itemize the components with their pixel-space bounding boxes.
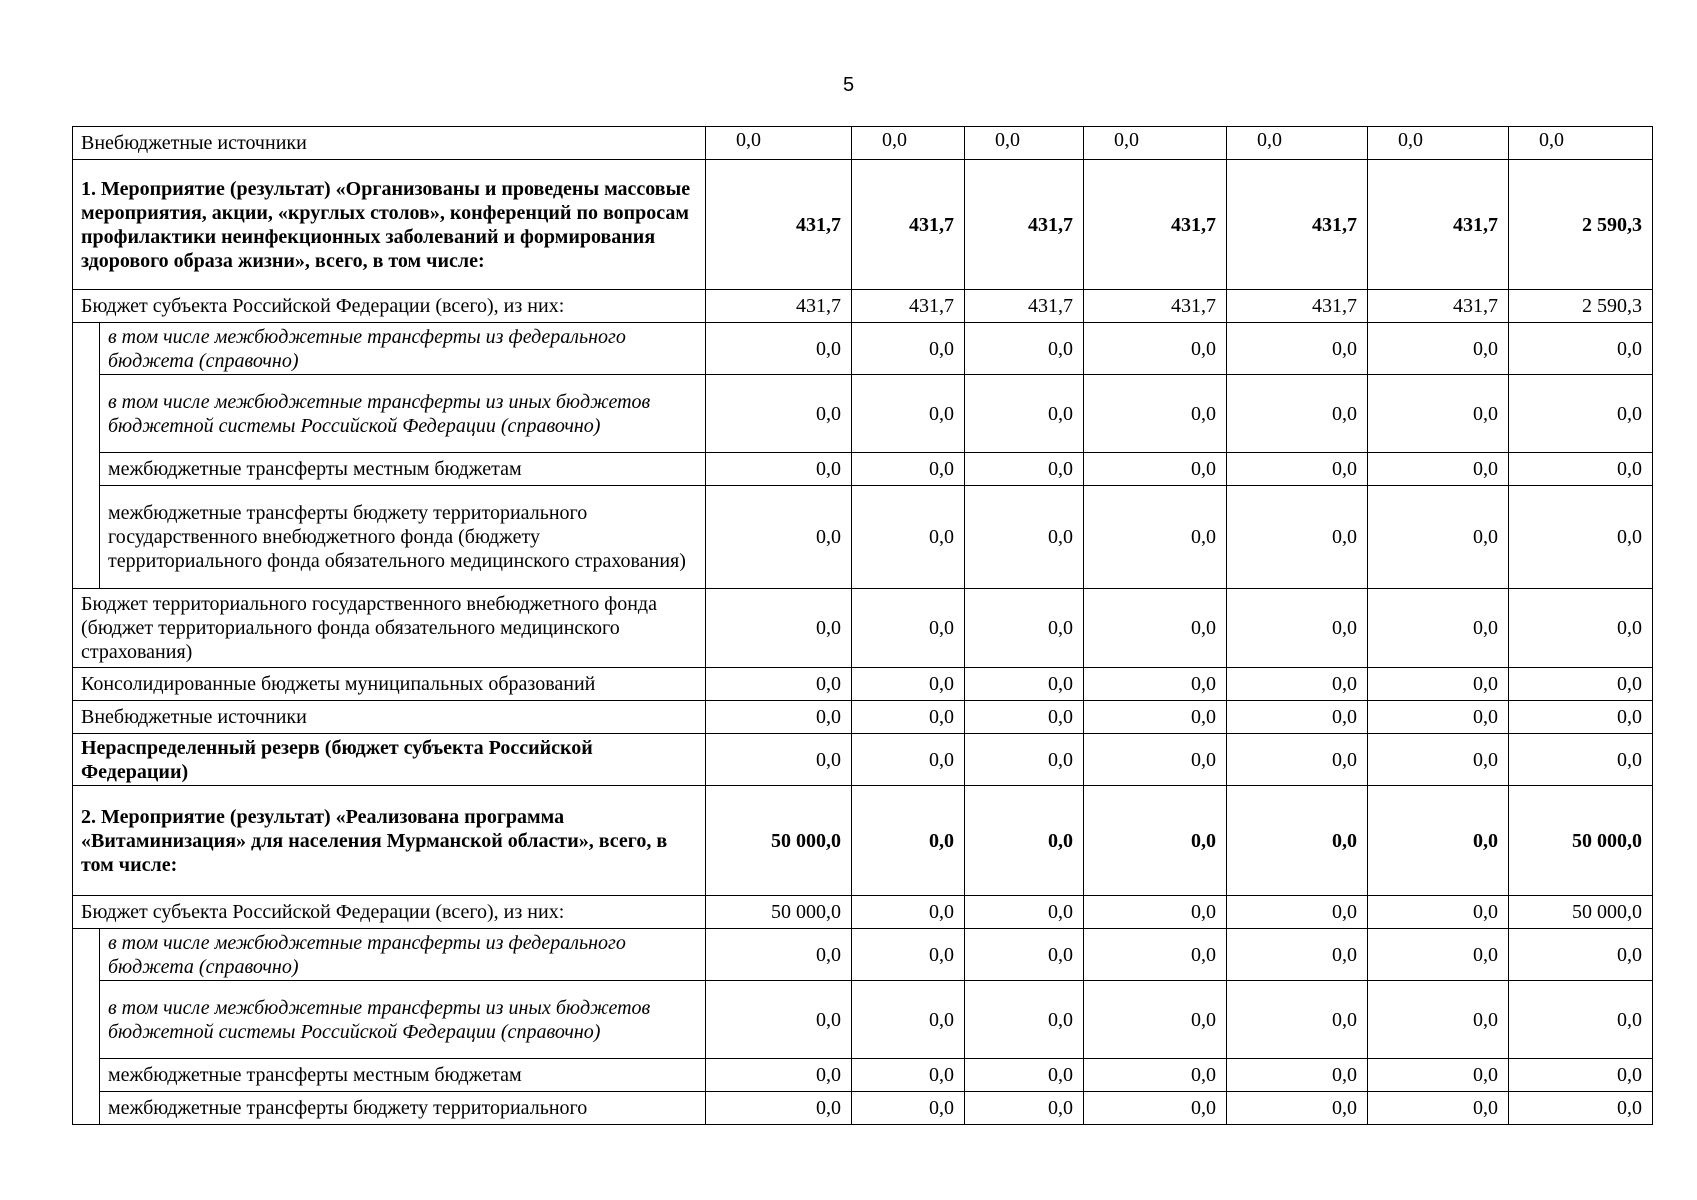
budget-table — [72, 126, 1653, 1125]
value-cell: 0,0 — [706, 1059, 852, 1092]
value-cell: 0,0 — [1368, 734, 1509, 786]
value-cell: 0,0 — [1227, 896, 1368, 929]
table-row — [73, 896, 1653, 929]
value-cell: 50 000,0 — [706, 786, 852, 896]
value-cell: 0,0 — [1509, 375, 1653, 453]
value-cell: 431,7 — [706, 290, 852, 323]
value-cell: 0,0 — [1084, 701, 1227, 734]
value-cell: 0,0 — [1368, 589, 1509, 668]
value-cell: 0,0 — [965, 734, 1084, 786]
table-row — [73, 1059, 1653, 1092]
value-cell: 0,0 — [1509, 127, 1653, 160]
row-label: в том числе межбюджетные трансферты из федерального бюджета (справочно) — [100, 929, 706, 981]
row-label: межбюджетные трансферты бюджету территориального государственного внебюджетного фонда (бюджету территориального фонда обязательного медицинского страхования) — [100, 486, 706, 589]
row-label: Нераспределенный резерв (бюджет субъекта Российской Федерации) — [73, 734, 706, 786]
value-cell: 0,0 — [1368, 981, 1509, 1059]
table-row — [73, 589, 1653, 668]
row-label: 1. Мероприятие (результат) «Организованы и проведены массовые мероприятия, акции, «круглых столов», конференций по вопросам профилактики неинфекционных заболеваний и формирования здорового образа жизни», всего, в том числе: — [73, 160, 706, 290]
value-cell: 0,0 — [706, 701, 852, 734]
value-cell: 0,0 — [1227, 786, 1368, 896]
value-cell: 0,0 — [1084, 786, 1227, 896]
value-cell: 431,7 — [965, 290, 1084, 323]
value-cell: 0,0 — [706, 453, 852, 486]
table-row — [73, 127, 1653, 160]
value-cell: 0,0 — [1509, 486, 1653, 589]
table-row — [73, 701, 1653, 734]
value-cell: 0,0 — [1227, 375, 1368, 453]
value-cell: 0,0 — [1084, 323, 1227, 375]
value-cell: 0,0 — [1227, 981, 1368, 1059]
table-row — [73, 453, 1653, 486]
value-cell: 0,0 — [1084, 668, 1227, 701]
value-cell: 50 000,0 — [1509, 896, 1653, 929]
value-cell: 0,0 — [965, 486, 1084, 589]
value-cell: 0,0 — [1227, 127, 1368, 160]
value-cell: 0,0 — [1227, 1059, 1368, 1092]
value-cell: 0,0 — [1509, 589, 1653, 668]
value-cell: 0,0 — [852, 734, 965, 786]
indent-spacer — [73, 929, 100, 1125]
value-cell: 50 000,0 — [1509, 786, 1653, 896]
value-cell: 0,0 — [852, 375, 965, 453]
row-label: 2. Мероприятие (результат) «Реализована программа «Витаминизация» для населения Мурманской области», всего, в том числе: — [73, 786, 706, 896]
row-label: Внебюджетные источники — [73, 701, 706, 734]
table-row — [73, 786, 1653, 896]
table-row — [73, 668, 1653, 701]
value-cell: 0,0 — [706, 981, 852, 1059]
table-row — [73, 486, 1653, 589]
value-cell: 0,0 — [965, 127, 1084, 160]
value-cell: 0,0 — [1368, 486, 1509, 589]
value-cell: 0,0 — [1368, 127, 1509, 160]
value-cell: 0,0 — [1509, 981, 1653, 1059]
value-cell: 0,0 — [1368, 1059, 1509, 1092]
value-cell: 431,7 — [1368, 290, 1509, 323]
value-cell: 0,0 — [852, 323, 965, 375]
value-cell: 2 590,3 — [1509, 160, 1653, 290]
value-cell: 0,0 — [706, 929, 852, 981]
value-cell: 0,0 — [1227, 486, 1368, 589]
indent-spacer — [73, 323, 100, 589]
row-label: Бюджет субъекта Российской Федерации (всего), из них: — [73, 290, 706, 323]
value-cell: 0,0 — [852, 127, 965, 160]
table-row — [73, 160, 1653, 290]
value-cell: 0,0 — [706, 127, 852, 160]
value-cell: 0,0 — [1509, 701, 1653, 734]
value-cell: 0,0 — [965, 375, 1084, 453]
value-cell: 0,0 — [1509, 1092, 1653, 1125]
value-cell: 0,0 — [1509, 668, 1653, 701]
value-cell: 0,0 — [965, 929, 1084, 981]
value-cell: 0,0 — [1368, 1092, 1509, 1125]
value-cell: 0,0 — [965, 453, 1084, 486]
table-row — [73, 375, 1653, 453]
value-cell: 0,0 — [1084, 127, 1227, 160]
value-cell: 0,0 — [1227, 929, 1368, 981]
table-row — [73, 323, 1653, 375]
value-cell: 0,0 — [1084, 896, 1227, 929]
value-cell: 0,0 — [965, 981, 1084, 1059]
value-cell: 0,0 — [1227, 668, 1368, 701]
value-cell: 431,7 — [1227, 160, 1368, 290]
value-cell: 0,0 — [706, 589, 852, 668]
value-cell: 0,0 — [852, 668, 965, 701]
value-cell: 0,0 — [1084, 981, 1227, 1059]
value-cell: 0,0 — [965, 1059, 1084, 1092]
value-cell: 0,0 — [965, 786, 1084, 896]
row-label: Бюджет территориального государственного внебюджетного фонда (бюджет территориального фонда обязательного медицинского страхования) — [73, 589, 706, 668]
value-cell: 0,0 — [706, 323, 852, 375]
value-cell: 0,0 — [965, 896, 1084, 929]
table-row — [73, 734, 1653, 786]
value-cell: 0,0 — [1084, 734, 1227, 786]
value-cell: 431,7 — [1227, 290, 1368, 323]
value-cell: 0,0 — [1084, 589, 1227, 668]
value-cell: 0,0 — [1368, 375, 1509, 453]
value-cell: 0,0 — [1509, 929, 1653, 981]
value-cell: 0,0 — [1509, 734, 1653, 786]
value-cell: 431,7 — [1084, 160, 1227, 290]
table-row — [73, 290, 1653, 323]
value-cell: 0,0 — [706, 734, 852, 786]
value-cell: 431,7 — [1084, 290, 1227, 323]
value-cell: 0,0 — [1368, 668, 1509, 701]
value-cell: 0,0 — [1368, 453, 1509, 486]
row-label: межбюджетные трансферты местным бюджетам — [100, 453, 706, 486]
row-label: в том числе межбюджетные трансферты из федерального бюджета (справочно) — [100, 323, 706, 375]
value-cell: 0,0 — [1368, 701, 1509, 734]
table-row — [73, 981, 1653, 1059]
value-cell: 0,0 — [852, 486, 965, 589]
row-label: в том числе межбюджетные трансферты из иных бюджетов бюджетной системы Российской Федерации (справочно) — [100, 375, 706, 453]
value-cell: 0,0 — [1227, 734, 1368, 786]
value-cell: 0,0 — [706, 375, 852, 453]
value-cell: 0,0 — [1084, 1092, 1227, 1125]
row-label: Бюджет субъекта Российской Федерации (всего), из них: — [73, 896, 706, 929]
budget-table-body — [73, 127, 1653, 1125]
value-cell: 0,0 — [1084, 1059, 1227, 1092]
row-label: межбюджетные трансферты местным бюджетам — [100, 1059, 706, 1092]
value-cell: 0,0 — [1227, 1092, 1368, 1125]
value-cell: 431,7 — [852, 160, 965, 290]
value-cell: 0,0 — [965, 701, 1084, 734]
value-cell: 0,0 — [1084, 453, 1227, 486]
value-cell: 0,0 — [852, 929, 965, 981]
value-cell: 0,0 — [1227, 701, 1368, 734]
value-cell: 0,0 — [1227, 589, 1368, 668]
value-cell: 2 590,3 — [1509, 290, 1653, 323]
row-label: Внебюджетные источники — [73, 127, 706, 160]
value-cell: 0,0 — [1509, 323, 1653, 375]
value-cell: 0,0 — [852, 701, 965, 734]
value-cell: 50 000,0 — [706, 896, 852, 929]
value-cell: 0,0 — [965, 668, 1084, 701]
value-cell: 0,0 — [1368, 929, 1509, 981]
value-cell: 0,0 — [1227, 453, 1368, 486]
row-label: в том числе межбюджетные трансферты из иных бюджетов бюджетной системы Российской Федерации (справочно) — [100, 981, 706, 1059]
row-label: межбюджетные трансферты бюджету территориального — [100, 1092, 706, 1125]
value-cell: 0,0 — [1368, 786, 1509, 896]
value-cell: 0,0 — [852, 981, 965, 1059]
value-cell: 0,0 — [965, 323, 1084, 375]
table-row — [73, 1092, 1653, 1125]
value-cell: 0,0 — [965, 589, 1084, 668]
value-cell: 0,0 — [852, 453, 965, 486]
value-cell: 0,0 — [965, 1092, 1084, 1125]
value-cell: 0,0 — [706, 668, 852, 701]
value-cell: 0,0 — [1227, 323, 1368, 375]
value-cell: 0,0 — [852, 896, 965, 929]
value-cell: 431,7 — [852, 290, 965, 323]
value-cell: 0,0 — [1084, 929, 1227, 981]
page-number: 5 — [842, 74, 855, 96]
value-cell: 431,7 — [965, 160, 1084, 290]
table-row — [73, 929, 1653, 981]
value-cell: 0,0 — [1509, 453, 1653, 486]
value-cell: 0,0 — [852, 1059, 965, 1092]
value-cell: 0,0 — [1509, 1059, 1653, 1092]
value-cell: 0,0 — [1084, 375, 1227, 453]
value-cell: 0,0 — [852, 589, 965, 668]
value-cell: 0,0 — [852, 1092, 965, 1125]
value-cell: 0,0 — [1368, 896, 1509, 929]
row-label: Консолидированные бюджеты муниципальных образований — [73, 668, 706, 701]
value-cell: 0,0 — [1084, 486, 1227, 589]
value-cell: 431,7 — [706, 160, 852, 290]
value-cell: 431,7 — [1368, 160, 1509, 290]
value-cell: 0,0 — [852, 786, 965, 896]
value-cell: 0,0 — [1368, 323, 1509, 375]
value-cell: 0,0 — [706, 486, 852, 589]
value-cell: 0,0 — [706, 1092, 852, 1125]
